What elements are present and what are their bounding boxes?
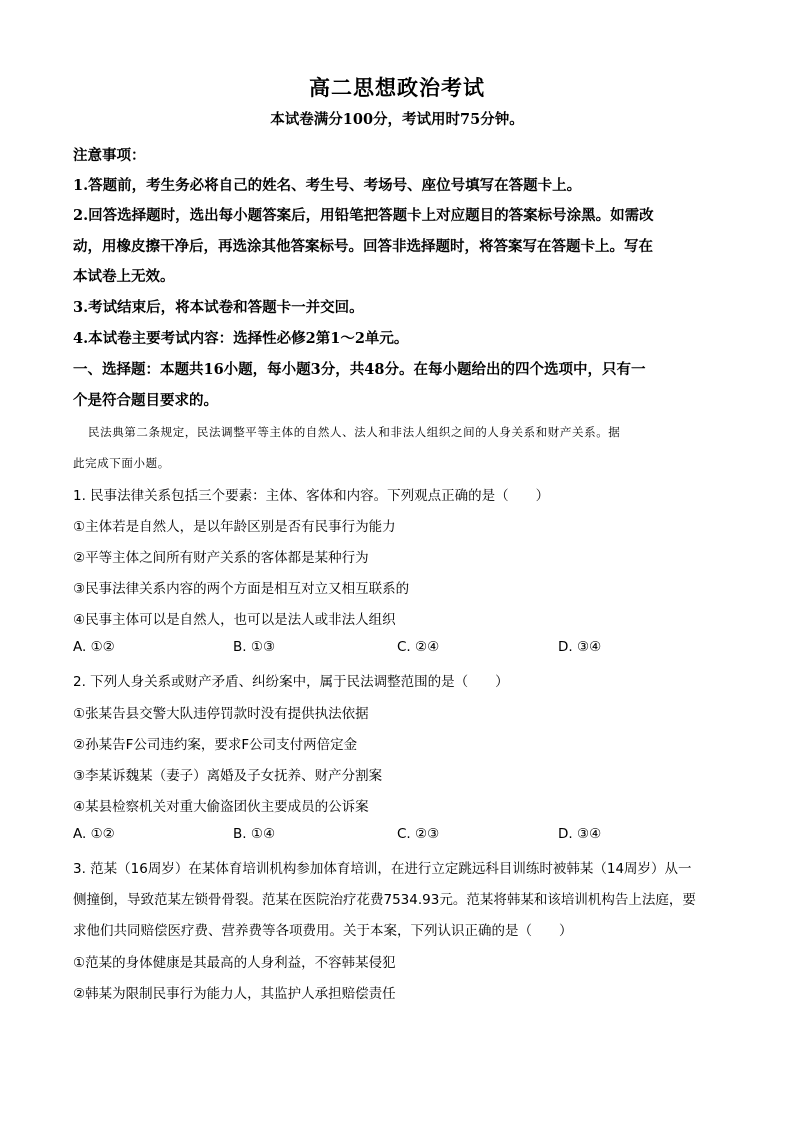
passage-line-1: 民法典第二条规定，民法调整平等主体的自然人、法人和非法人组织之间的人身关系和财产关系。据 (88, 425, 621, 439)
question-1-option-d: D. ③④ (558, 639, 602, 655)
question-2-option-d: D. ③④ (558, 826, 602, 842)
question-3-stem-line-2: 侧撞倒，导致范某左锁骨骨裂。范某在医院治疗花费7534.93元。范某将韩某和该培训机构告上法庭，要 (73, 892, 696, 908)
section-heading-line-1: 一、选择题：本题共16小题，每小题3分，共48分。在每小题给出的四个选项中，只有一 (73, 361, 646, 378)
question-1-statement-2: ②平等主体之间所有财产关系的客体都是某种行为 (73, 550, 369, 566)
question-3-statement-2: ②韩某为限制民事行为能力人，其监护人承担赔偿责任 (73, 986, 396, 1002)
question-1-statement-4: ④民事主体可以是自然人，也可以是法人或非法人组织 (73, 612, 396, 628)
question-2-statement-3: ③李某诉魏某（妻子）离婚及子女抚养、财产分割案 (73, 768, 383, 784)
page-title: 高二思想政治考试 (309, 75, 485, 100)
question-1-option-c: C. ②④ (397, 639, 440, 655)
question-1-option-a: A. ①② (73, 639, 115, 655)
question-2-statement-2: ②孙某告F公司违约案，要求F公司支付两倍定金 (73, 737, 358, 753)
note-item-2-line-2: 动，用橡皮擦干净后，再选涂其他答案标号。回答非选择题时，将答案写在答题卡上。写在 (73, 238, 653, 255)
question-2-option-a: A. ①② (73, 826, 115, 842)
question-3-stem-line-1: 3. 范某（16周岁）在某体育培训机构参加体育培训，在进行立定跳远科目训练时被韩某（14周岁）从一 (73, 861, 692, 877)
question-1-statement-1: ①主体若是自然人，是以年龄区别是否有民事行为能力 (73, 519, 396, 535)
question-1-statement-3: ③民事法律关系内容的两个方面是相互对立又相互联系的 (73, 581, 410, 597)
question-2-option-c: C. ②③ (397, 826, 440, 842)
exam-info: 本试卷满分100分，考试用时75分钟。 (270, 111, 524, 128)
section-heading-line-2: 个是符合题目要求的。 (73, 392, 218, 409)
passage-line-2: 此完成下面小题。 (73, 456, 170, 470)
question-1-option-b: B. ①③ (233, 639, 276, 655)
question-1-stem: 1. 民事法律关系包括三个要素：主体、客体和内容。下列观点正确的是（ ） (73, 488, 550, 504)
note-item-1: 1.答题前，考生务必将自己的姓名、考生号、考场号、座位号填写在答题卡上。 (73, 177, 582, 194)
note-item-2-line-1: 2.回答选择题时，选出每小题答案后，用铅笔把答题卡上对应题目的答案标号涂黑。如需改 (73, 207, 654, 224)
notes-heading: 注意事项： (73, 147, 146, 164)
note-item-3: 3.考试结束后，将本试卷和答题卡一并交回。 (73, 299, 364, 316)
question-2-stem: 2. 下列人身关系或财产矛盾、纠纷案中，属于民法调整范围的是（ ） (73, 674, 509, 690)
question-2-statement-4: ④某县检察机关对重大偷盗团伙主要成员的公诉案 (73, 799, 369, 815)
question-3-stem-line-3: 求他们共同赔偿医疗费、营养费等各项费用。关于本案，下列认识正确的是（ ） (73, 923, 573, 939)
question-3-statement-1: ①范某的身体健康是其最高的人身利益，不容韩某侵犯 (73, 955, 396, 971)
question-2-statement-1: ①张某告县交警大队违停罚款时没有提供执法依据 (73, 706, 369, 722)
question-2-option-b: B. ①④ (233, 826, 276, 842)
note-item-4: 4.本试卷主要考试内容：选择性必修2第1～2单元。 (73, 330, 409, 347)
note-item-2-line-3: 本试卷上无效。 (73, 268, 175, 285)
